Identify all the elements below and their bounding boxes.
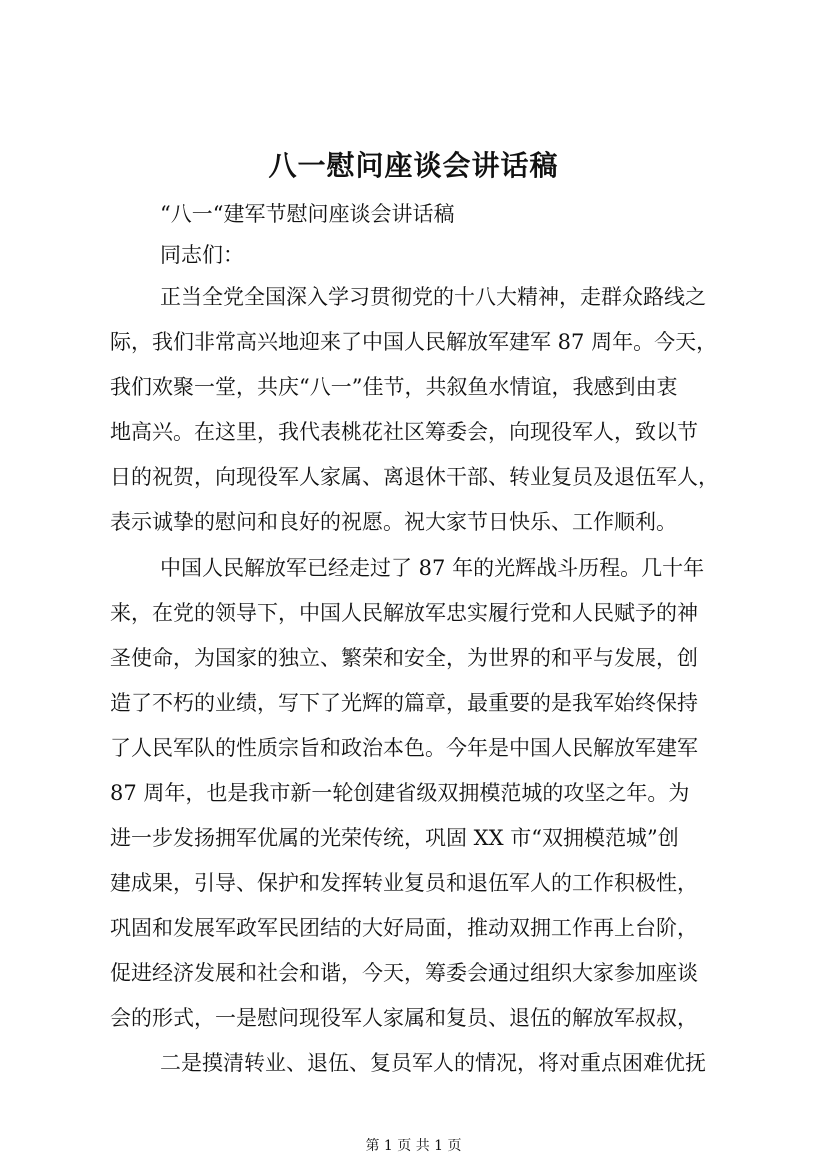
text-line: 表示诚挚的慰问和良好的祝愿。祝大家节日快乐、工作顺利。 xyxy=(110,510,677,534)
text-line: 同志们： xyxy=(160,243,244,267)
text-line: 圣使命，为国家的独立、繁荣和安全，为世界的和平与发展，创 xyxy=(110,646,698,670)
text-line: 会的形式，一是慰问现役军人家属和复员、退伍的解放军叔叔， xyxy=(110,1006,698,1030)
document-title: 八一慰问座谈会讲话稿 xyxy=(268,149,559,182)
text-line: 进一步发扬拥军优属的光荣传统，巩固 XX 市“双拥模范城”创 xyxy=(110,826,679,850)
text-line: “八一“建军节慰问座谈会讲话稿 xyxy=(160,202,455,226)
text-line: 造了不朽的业绩，写下了光辉的篇章，最重要的是我军始终保持 xyxy=(110,691,698,715)
text-line: 了人民军队的性质宗旨和政治本色。今年是中国人民解放军建军 xyxy=(110,736,698,760)
text-line: 我们欢聚一堂，共庆“八一”佳节，共叙鱼水情谊，我感到由衷 xyxy=(110,375,678,399)
text-line: 地高兴。在这里，我代表桃花社区筹委会，向现役军人，致以节 xyxy=(110,420,698,444)
text-line: 中国人民解放军已经走过了 87 年的光辉战斗历程。几十年 xyxy=(160,556,705,580)
text-line: 日的祝贺，向现役军人家属、离退休干部、转业复员及退伍军人， xyxy=(110,465,719,489)
text-line: 促进经济发展和社会和谐，今天，筹委会通过组织大家参加座谈 xyxy=(110,961,698,985)
text-line: 正当全党全国深入学习贯彻党的十八大精神，走群众路线之 xyxy=(160,285,706,309)
text-line: 建成果，引导、保护和发挥转业复员和退伍军人的工作积极性， xyxy=(110,871,698,895)
text-line: 巩固和发展军政军民团结的大好局面，推动双拥工作再上台阶， xyxy=(110,916,698,940)
text-line: 87 周年，也是我市新一轮创建省级双拥模范城的攻坚之年。为 xyxy=(110,781,690,805)
text-line: 际，我们非常高兴地迎来了中国人民解放军建军 87 周年。今天， xyxy=(110,330,718,354)
text-line: 来，在党的领导下，中国人民解放军忠实履行党和人民赋予的神 xyxy=(110,601,698,625)
text-line: 二是摸清转业、退伍、复员军人的情况，将对重点困难优抚 xyxy=(160,1051,706,1075)
page-footer: 第 1 页 共 1 页 xyxy=(365,1138,462,1154)
